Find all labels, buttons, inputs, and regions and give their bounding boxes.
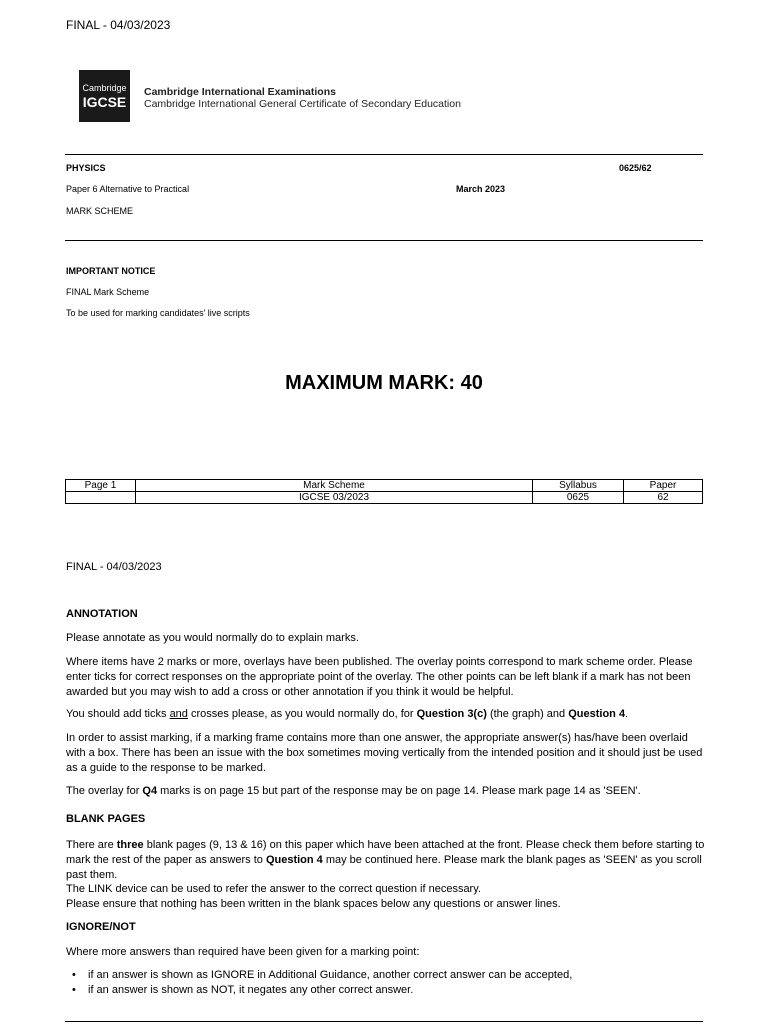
text-span: .: [625, 708, 629, 720]
text-span: There are: [66, 839, 117, 851]
ignore-not-list: [66, 968, 706, 998]
logo-text-igcse: IGCSE: [82, 93, 127, 110]
question-ref: Question 4: [265, 854, 323, 866]
emphasis: three: [116, 839, 144, 851]
footer-mark-scheme-cell: IGCSE 03/2023: [136, 492, 533, 504]
footer-row: [66, 480, 703, 492]
final-date-header: FINAL - 04/03/2023: [66, 18, 171, 32]
notice-use: To be used for marking candidates' live scripts: [66, 308, 250, 318]
footer-paper-cell: 62: [624, 492, 703, 504]
logo-text-cambridge: Cambridge: [82, 82, 127, 93]
question-ref: Question 4: [568, 708, 626, 720]
syllabus-code: 0625/62: [619, 163, 652, 173]
text-span: blank pages (9, 13 & 16) on this paper which have been attached at the front. Please check them before starting to mark the rest of the paper as answers to: [66, 839, 705, 866]
footer-page-cell: Page 1: [66, 480, 136, 492]
page-footer-table: [65, 479, 703, 504]
blank-pages-paragraph: The LINK device can be used to refer the answer to the correct question if necessary.: [66, 883, 481, 895]
footer-mark-scheme-cell: Mark Scheme: [136, 480, 533, 492]
annotation-paragraph: Where items have 2 marks or more, overlays have been published. The overlay points correspond to mark scheme order. Please enter ticks for correct responses on the appropriate point of the overlay. The other points can be left blank if a mark has not been awarded but you may wish to add a cross or other annotation if you think it would be helpful.: [66, 656, 693, 698]
list-item: • if an answer is shown as NOT, it negates any other correct answer.: [66, 983, 706, 998]
annotation-paragraph: Please annotate as you would normally do to explain marks.: [66, 632, 359, 644]
document-type: MARK SCHEME: [66, 206, 134, 216]
question-ref: Q4: [142, 785, 158, 797]
footer-row: [66, 492, 703, 504]
cambridge-igcse-logo: [79, 70, 130, 122]
org-name: Cambridge International Examinations: [144, 86, 336, 98]
maximum-mark-heading: MAXIMUM MARK: 40: [285, 372, 483, 394]
notice-title: IMPORTANT NOTICE: [66, 266, 156, 276]
footer-page-cell: [66, 492, 136, 504]
text-span: crosses please, as you would normally do, for: [187, 708, 417, 720]
annotation-heading: ANNOTATION: [66, 608, 138, 620]
bottom-divider: [65, 1021, 703, 1022]
info-divider: [65, 240, 703, 241]
blank-pages-paragraph: Please ensure that nothing has been written in the blank spaces below any questions or answer lines.: [66, 898, 561, 910]
paper-name: Paper 6 Alternative to Practical: [66, 184, 190, 194]
footer-syllabus-cell: Syllabus: [533, 480, 624, 492]
text-span: marks is on page 15 but part of the response may be on page 14. Please mark page 14 as 'SEEN'.: [157, 785, 641, 797]
subject-label: PHYSICS: [66, 163, 106, 173]
text-span: The overlay for: [66, 785, 143, 797]
question-ref: Question 3(c): [416, 708, 487, 720]
annotation-paragraph: [66, 784, 706, 799]
final-date-header-page2: FINAL - 04/03/2023: [66, 561, 162, 573]
ignore-not-heading: IGNORE/NOT: [66, 921, 136, 933]
blank-pages-paragraph: [66, 838, 706, 883]
text-span: (the graph) and: [486, 708, 569, 720]
org-subtitle: Cambridge International General Certificate of Secondary Education: [144, 98, 461, 110]
notice-final: FINAL Mark Scheme: [66, 287, 150, 297]
footer-syllabus-cell: 0625: [533, 492, 624, 504]
header-divider: [65, 154, 703, 155]
text-span: may be continued here. Please mark the blank pages as 'SEEN' as you scroll past them.: [66, 854, 702, 881]
footer-paper-cell: Paper: [624, 480, 703, 492]
annotation-paragraph: [66, 707, 706, 722]
ignore-not-intro: Where more answers than required have been given for a marking point:: [66, 946, 420, 958]
annotation-paragraph: In order to assist marking, if a marking frame contains more than one answer, the appropriate answer(s) has/have been overlaid with a box. There has been an issue with the box sometimes moving vertically from the intended position and it should just be used as a guide to the response to be marked.: [66, 732, 703, 774]
list-item: • if an answer is shown as IGNORE in Additional Guidance, another correct answer can be accepted,: [66, 968, 706, 983]
exam-session: March 2023: [456, 184, 506, 194]
blank-pages-heading: BLANK PAGES: [66, 813, 146, 825]
underlined-word: and: [169, 708, 188, 720]
text-span: You should add ticks: [66, 708, 170, 720]
